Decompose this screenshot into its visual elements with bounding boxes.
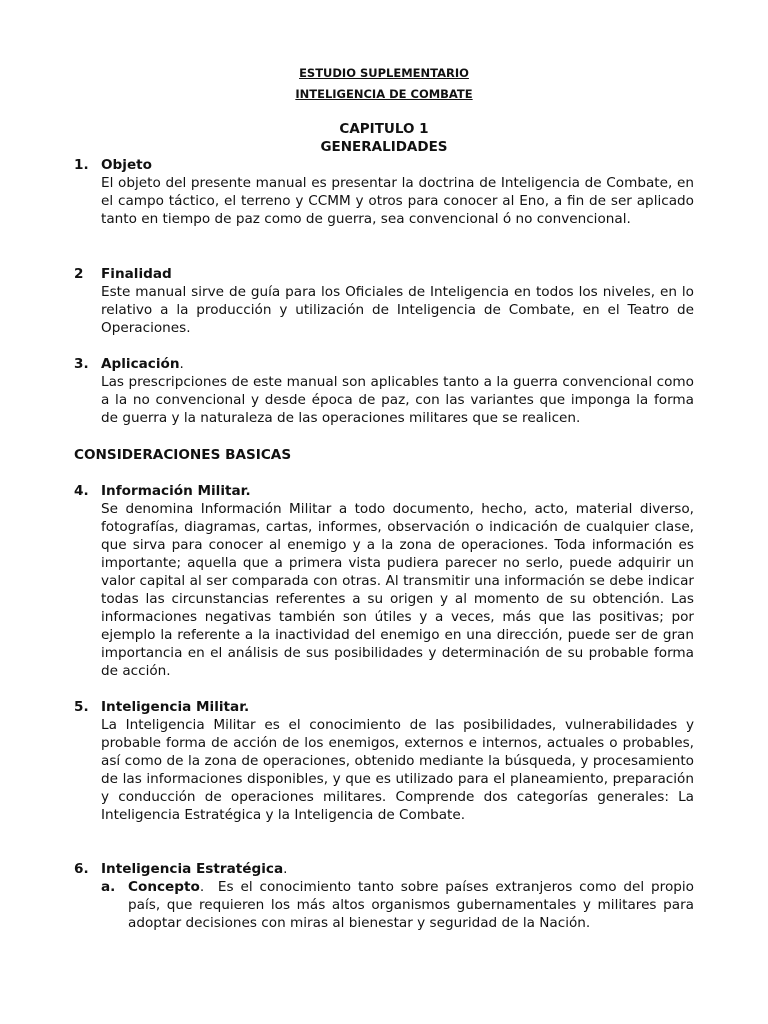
chapter-number: CAPITULO 1 (339, 121, 429, 137)
section-body: La Inteligencia Militar es el conocimiento de las posibilidades, vulnerabilidades y probable forma de acción de los enemigos, externos e internos, actuales o probables, así como de la zona de operaciones, obtenido mediante la búsqueda, y procesamiento de las informaciones disponibles, y que es utilizado para el planeamiento, preparación y conducción de operaciones militares. Comprende dos categorías generales: La Inteligencia Estratégica y la Inteligencia de Combate. (101, 717, 694, 823)
section-finalidad (74, 265, 694, 337)
section-title-line (101, 860, 694, 878)
section-body: Se denomina Información Militar a todo documento, hecho, acto, material diverso, fotografías, diagramas, cartas, informes, observación o indicación de cualquier clase, que sirva para conocer al enemigo y a la zona de operaciones. Toda información es importante; aquella que a primera vista pudiera parecer no serlo, puede adquirir un valor capital al ser comparada con otras. Al transmitir una información se debe indicar todas las circunstancias referentes a su origen y al momento de su obtención. Las informaciones negativas también son útiles y a veces, más que las positivas; por ejemplo la referente a la inactividad del enemigo en una dirección, puede ser de gran importancia en el análisis de sus posibilidades y determinación de su probable forma de acción. (101, 501, 694, 679)
section-title: Aplicación (101, 356, 180, 372)
chapter-title: GENERALIDADES (320, 139, 448, 155)
section-title: Objeto (101, 157, 153, 173)
section-number: 6. (74, 861, 89, 877)
section-title: Inteligencia Estratégica (101, 861, 284, 877)
subsection-title-suffix: . (199, 879, 205, 895)
section-title-suffix: . (179, 356, 184, 372)
section-title: Finalidad (101, 266, 172, 282)
considerations-heading: CONSIDERACIONES BASICAS (74, 447, 292, 463)
section-number: 1. (74, 157, 89, 173)
document-header-line-2: INTELIGENCIA DE COMBATE (295, 87, 473, 101)
section-number: 3. (74, 356, 89, 372)
subsection-number: a. (101, 879, 116, 895)
section-inteligencia-estrategica (74, 860, 694, 932)
section-body: Este manual sirve de guía para los Oficiales de Inteligencia en todos los niveles, en lo relativo a la producción y utilización de Inteligencia de Combate, en el Teatro de Operaciones. (101, 284, 694, 336)
document-header-line-1: ESTUDIO SUPLEMENTARIO (299, 66, 469, 80)
section-number: 2 (74, 266, 84, 282)
section-body: Las prescripciones de este manual son aplicables tanto a la guerra convencional como a la no convencional y desde época de paz, con las variantes que imponga la forma de guerra y la naturaleza de las operaciones militares que se realicen. (101, 374, 694, 426)
subsection-body: Es el conocimiento tanto sobre países extranjeros como del propio país, que requieren los más altos organismos gubernamentales y militares para adoptar decisiones con miras al bienestar y seguridad de la Nación. (128, 879, 694, 931)
section-title-suffix: . (283, 861, 288, 877)
subsection-title: Concepto (128, 879, 200, 895)
section-inteligencia-militar (74, 698, 694, 824)
section-body: El objeto del presente manual es presentar la doctrina de Inteligencia de Combate, en el campo táctico, el terreno y CCMM y otros para conocer al Eno, a fin de ser aplicado tanto en tiempo de paz como de guerra, sea convencional ó no convencional. (101, 175, 694, 227)
section-informacion-militar (74, 482, 694, 680)
section-title: Información Militar. (101, 483, 251, 499)
subsection-concepto (101, 878, 694, 932)
section-number: 5. (74, 699, 89, 715)
section-aplicacion (74, 355, 694, 427)
section-title: Inteligencia Militar. (101, 699, 250, 715)
section-objeto (74, 156, 694, 228)
section-number: 4. (74, 483, 89, 499)
section-title-line (101, 355, 694, 373)
